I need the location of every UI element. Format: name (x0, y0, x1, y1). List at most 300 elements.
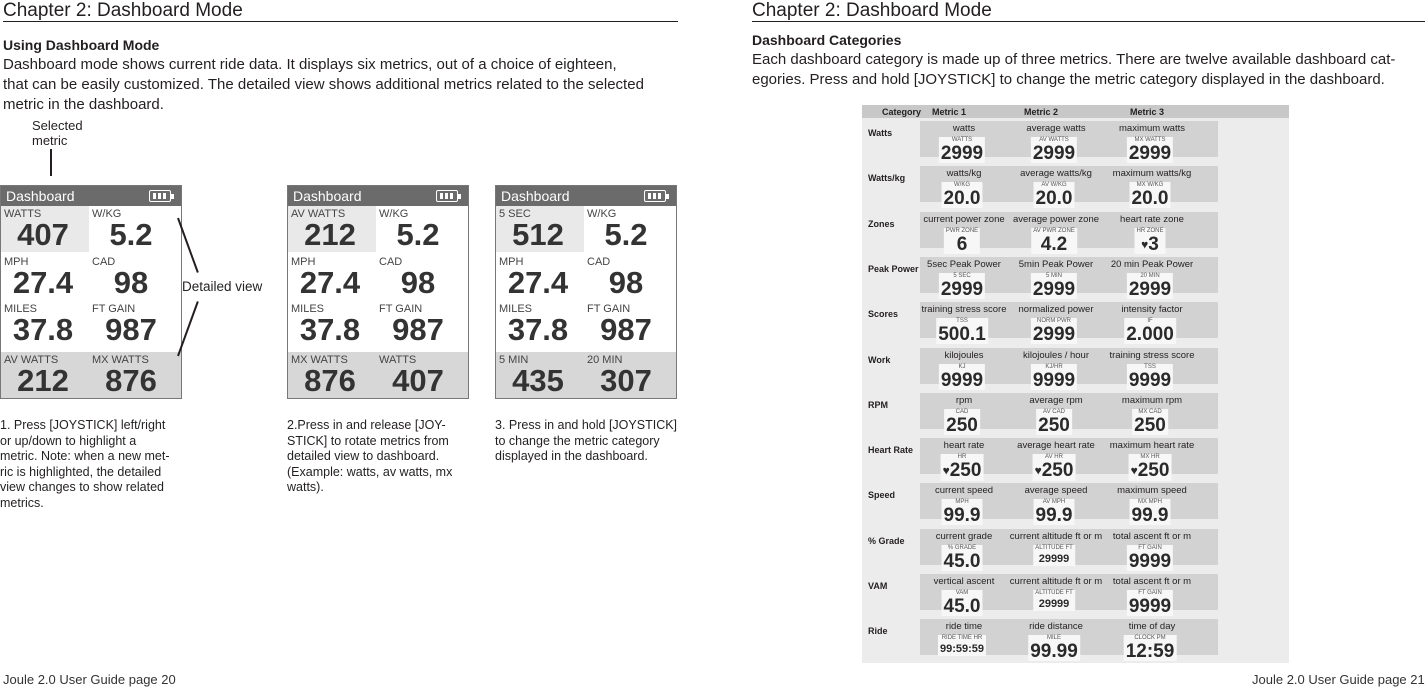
metric-sample-value-wrap (938, 325, 986, 344)
right-para-line: Each dashboard category is made up of three metrics. There are twelve available dashboard cat- (752, 51, 1396, 68)
metric-label: MPH (4, 256, 29, 268)
metric-cell[interactable] (584, 301, 672, 347)
metric-sample-value: 250 (1134, 414, 1166, 436)
step-note-2 (287, 418, 477, 496)
metric-tag: PWR ZONE (945, 227, 979, 234)
metric-value: 212 (304, 217, 356, 252)
header-metric-3: Metric 3 (1130, 107, 1165, 117)
metric-label: 5 SEC (499, 208, 531, 220)
table-header (862, 105, 1289, 118)
metric-name: current power zone (923, 213, 1005, 225)
metric-tag: AV PWR ZONE (1033, 227, 1075, 234)
category-label: Watts (868, 128, 893, 138)
metric-sample-display (939, 273, 985, 299)
metric-sample-value: 2999 (1128, 278, 1172, 300)
metric-sample-display (942, 499, 983, 525)
metric-sample-value-wrap (1035, 461, 1074, 480)
metric-sample-display (938, 635, 986, 656)
metric-tag: IF (1147, 318, 1153, 325)
metric-sample-display (1031, 228, 1077, 254)
metric-label: W/KG (92, 208, 122, 220)
metric-sample-display (1127, 364, 1173, 390)
metric-sample-display (1034, 182, 1075, 208)
step-note-line: STICK] to rotate metrics from (287, 433, 449, 448)
metric-label: FT GAIN (92, 303, 136, 315)
metric-sample-display (1033, 590, 1075, 611)
metric-value: 876 (304, 363, 356, 398)
metric-tag: KJ/HR (1045, 363, 1063, 370)
metric-sample-display (1127, 137, 1173, 163)
metric-sample-value: 99.99 (1030, 641, 1078, 663)
category-label: VAM (868, 581, 888, 591)
metric-sample-value-wrap (1036, 189, 1073, 208)
metric-label: 5 MIN (499, 354, 529, 366)
metric-sample-value: 3 (1148, 233, 1159, 255)
category-label: % Grade (868, 535, 905, 546)
metric-tag: FT GAIN (1138, 590, 1162, 596)
step-note-3 (495, 418, 685, 465)
metric-sample-value: 20.0 (943, 188, 981, 210)
metric-sample-display (942, 182, 983, 208)
metric-sample-value: 500.1 (938, 324, 986, 346)
metric-sample-display (1130, 499, 1171, 525)
heart-icon: ♥ (942, 463, 950, 478)
metric-sample-display (1028, 635, 1080, 661)
metric-sample-display (942, 590, 983, 616)
metric-sample-display (944, 228, 980, 254)
left-para-line: that can be easily customized. The detailed view shows additional metrics related to the selected (3, 76, 644, 93)
metric-sample-value-wrap (1030, 642, 1078, 661)
metric-sample-value: 2999 (1032, 324, 1076, 346)
step-note-line: 3. Press in and hold [JOYSTICK] (495, 418, 678, 432)
metric-sample-value: 2999 (1032, 143, 1076, 164)
category-table (862, 105, 1289, 663)
left-heading: Using Dashboard Mode (3, 37, 160, 53)
device-header (288, 186, 468, 206)
category-label: Ride (868, 626, 888, 637)
dashboard-device-2 (287, 185, 469, 399)
metric-sample-value: 29999 (1038, 598, 1070, 610)
step-note-line: ric is highlighted, the detailed (0, 464, 162, 479)
metric-value: 876 (105, 363, 157, 398)
metric-name: intensity factor (1121, 304, 1183, 316)
metric-sample-value-wrap (1129, 597, 1171, 616)
step-note-1 (0, 418, 190, 511)
metric-sample-value-wrap (941, 371, 983, 390)
metric-sample-value-wrap (1129, 552, 1171, 571)
metric-sample-value: 9999 (1032, 369, 1076, 391)
category-label: Zones (868, 218, 895, 229)
metric-sample-value: 99.9 (1131, 505, 1169, 527)
metric-name: current altitude ft or m (1009, 530, 1103, 542)
right-footer: Joule 2.0 User Guide page 21 (1252, 672, 1425, 687)
metric-label: MX WATTS (291, 354, 348, 366)
metric-sample-value-wrap (1134, 416, 1166, 435)
metric-name: 5min Peak Power (1018, 258, 1094, 270)
metric-sample-display (939, 137, 985, 163)
metric-sample-value-wrap (1035, 552, 1073, 566)
left-title-rule (3, 21, 678, 22)
metric-sample-value: 2.000 (1126, 324, 1174, 346)
metric-name: maximum rpm (1121, 394, 1183, 406)
metric-tag: FT GAIN (1138, 544, 1162, 551)
battery-icon (644, 190, 666, 202)
metric-tag: 20 MIN (1140, 272, 1160, 279)
detailed-view-label: Detailed view (182, 279, 263, 294)
device-title: Dashboard (6, 188, 75, 204)
metric-tag: HR (957, 454, 967, 461)
metric-cell[interactable] (496, 352, 584, 398)
metric-sample-value: 20.0 (1131, 188, 1169, 210)
metric-sample-display (1031, 137, 1077, 163)
metric-name: average watts/kg (1020, 168, 1092, 180)
selected-label-line: metric (32, 133, 68, 148)
device-title: Dashboard (293, 188, 362, 204)
right-heading: Dashboard Categories (752, 32, 902, 48)
metric-tag: AV HR (1045, 454, 1063, 461)
metric-value: 5.2 (396, 217, 440, 252)
metric-sample-value-wrap (1036, 506, 1073, 525)
metric-value: 37.8 (299, 312, 361, 347)
metric-tag: % GRADE (947, 544, 977, 551)
metric-name: 20 min Peak Power (1110, 258, 1194, 270)
metric-cell[interactable] (1, 301, 89, 347)
metric-sample-value: 250 (1137, 460, 1170, 482)
metric-cell[interactable] (376, 254, 464, 300)
metric-value: 987 (600, 312, 652, 347)
metric-sample-value: 9999 (1128, 550, 1172, 572)
metric-tag: VAM (955, 590, 969, 596)
step-note-line: metrics. (0, 495, 44, 510)
metric-label: W/KG (379, 208, 409, 220)
metric-sample-value: 99.9 (1035, 505, 1073, 527)
metric-value: 5.2 (109, 217, 153, 252)
metric-sample-value-wrap (1033, 235, 1075, 254)
metric-sample-value-wrap (1132, 506, 1169, 525)
metric-name: ride time (945, 621, 983, 633)
metric-sample-value: 9999 (1128, 596, 1172, 617)
step-note-line: 1. Press [JOYSTICK] left/right (0, 418, 166, 432)
metric-sample-value-wrap (1033, 144, 1075, 163)
heart-icon: ♥ (1130, 463, 1138, 478)
metric-sample-value-wrap (1033, 325, 1075, 344)
metric-sample-display (1031, 273, 1077, 299)
metric-sample-value: 2999 (940, 143, 984, 164)
metric-cell[interactable] (1, 206, 89, 252)
metric-sample-value: 20.0 (1035, 188, 1073, 210)
metric-name: maximum speed (1117, 485, 1187, 497)
metric-label: W/KG (587, 208, 617, 220)
category-label: Scores (868, 309, 899, 320)
metric-cell[interactable] (288, 254, 376, 300)
metric-sample-value-wrap (1129, 371, 1171, 390)
metric-label: CAD (92, 256, 116, 268)
metric-sample-display (1034, 499, 1075, 525)
metric-tag: 5 MIN (1045, 272, 1062, 279)
metric-label: WATTS (379, 354, 417, 366)
selected-metric-pointer (50, 149, 52, 176)
metric-name: average power zone (1012, 213, 1100, 225)
metric-tag: HR ZONE (1136, 227, 1164, 234)
left-chapter-title: Chapter 2: Dashboard Mode (3, 0, 243, 21)
metric-name: vertical ascent (933, 576, 995, 587)
metric-value: 512 (512, 217, 564, 252)
metric-label: MPH (499, 256, 524, 268)
step-note-line: 2.Press in and release [JOY- (287, 418, 446, 432)
metric-sample-value: 99:59:59 (939, 643, 985, 656)
category-label: Heart Rate (868, 445, 914, 456)
metric-cell[interactable] (376, 301, 464, 347)
category-label: RPM (868, 399, 888, 410)
metric-value: 5.2 (604, 217, 648, 252)
device-header (1, 186, 181, 206)
metric-value: 987 (392, 312, 444, 347)
metric-sample-value: 250 (1041, 460, 1074, 482)
metric-cell[interactable] (89, 254, 177, 300)
metric-tag: RIDE TIME HR (941, 635, 983, 642)
metric-name: heart rate zone (1120, 213, 1184, 225)
metric-sample-display (1127, 545, 1173, 571)
metric-label: MX WATTS (92, 354, 149, 366)
right-title-rule (752, 21, 1425, 22)
metric-sample-value-wrap (940, 642, 984, 656)
metric-sample-display (936, 318, 988, 344)
selected-label-line: Selected (32, 118, 83, 133)
step-note-line: watts). (287, 480, 324, 494)
metric-sample-display (1033, 454, 1076, 480)
metric-name: training stress score (921, 304, 1007, 316)
metric-name: average rpm (1029, 394, 1083, 406)
metric-value: 407 (392, 363, 444, 398)
category-label: Peak Power (868, 263, 919, 274)
metric-sample-value: 6 (956, 233, 968, 255)
dashboard-device-3 (495, 185, 677, 399)
category-label: Watts/kg (868, 173, 906, 184)
step-note-line: view changes to show related (0, 480, 164, 494)
left-footer: Joule 2.0 User Guide page 20 (3, 672, 176, 687)
metric-cell[interactable] (496, 301, 584, 347)
metric-sample-display (944, 409, 980, 435)
metric-tag: MX HR (1140, 454, 1160, 461)
metric-sample-value-wrap (941, 144, 983, 163)
metric-name: kilojoules / hour (1022, 349, 1090, 361)
step-note-line: displayed in the dashboard. (495, 449, 648, 463)
metric-sample-value: 2999 (1128, 143, 1172, 164)
metric-sample-value-wrap (1129, 280, 1171, 299)
metric-tag: MX W/KG (1136, 182, 1164, 189)
metric-name: heart rate (943, 440, 985, 452)
battery-icon (436, 190, 458, 202)
metric-sample-value: 9999 (1128, 369, 1172, 391)
metric-label: CAD (587, 256, 611, 268)
metric-value: 307 (600, 363, 652, 398)
metric-cell[interactable] (89, 206, 177, 252)
metric-sample-value-wrap (943, 461, 982, 480)
metric-label: AV WATTS (291, 208, 346, 220)
metric-sample-display (1124, 635, 1177, 661)
metric-label: CAD (379, 256, 403, 268)
metric-tag: MILE (1046, 635, 1062, 642)
metric-sample-display (1129, 454, 1172, 480)
metric-cell[interactable] (1, 352, 89, 398)
metric-cell[interactable] (584, 206, 672, 252)
metric-sample-value-wrap (944, 597, 981, 616)
metric-name: kilojoules (944, 349, 984, 361)
metric-value: 27.4 (299, 265, 361, 300)
metric-tag: W/KG (953, 182, 970, 189)
metric-tag: AV W/KG (1041, 182, 1067, 189)
header-category: Category (882, 107, 922, 117)
step-note-line: to change the metric category (495, 433, 660, 448)
metric-sample-value: 2999 (940, 278, 984, 300)
metric-cell[interactable] (89, 352, 177, 398)
metric-sample-display (1135, 228, 1166, 254)
metric-value: 98 (113, 265, 149, 300)
metric-cell[interactable] (89, 301, 177, 347)
metric-cell[interactable] (584, 254, 672, 300)
metric-tag: CLOCK PM (1134, 635, 1166, 642)
category-label: Work (868, 354, 891, 365)
metric-sample-value: 4.2 (1040, 233, 1068, 255)
metric-sample-value-wrap (1035, 597, 1073, 611)
metric-sample-value-wrap (1033, 371, 1075, 390)
metric-sample-display (1033, 545, 1075, 566)
metric-value: 37.8 (507, 312, 569, 347)
metric-sample-value-wrap (941, 280, 983, 299)
metric-value: 27.4 (12, 265, 74, 300)
metric-value: 212 (17, 363, 69, 398)
metric-value: 98 (400, 265, 436, 300)
metric-name: maximum heart rate (1109, 440, 1195, 452)
metric-sample-value: 250 (949, 460, 982, 482)
metric-sample-value-wrap (946, 416, 978, 435)
metric-tag: ALTITUDE FT (1035, 544, 1073, 551)
metric-name: watts (952, 123, 976, 134)
header-metric-1: Metric 1 (932, 107, 967, 117)
step-note-line: detailed view to dashboard. (287, 449, 440, 463)
metric-label: AV WATTS (4, 354, 59, 366)
metric-sample-value-wrap (1131, 461, 1170, 480)
metric-name: 5sec Peak Power (927, 258, 1001, 270)
metric-sample-value: 2999 (1032, 278, 1076, 300)
metric-name: current altitude ft or m (1009, 576, 1103, 587)
metric-sample-value: 99.9 (943, 505, 981, 527)
metric-value: 27.4 (507, 265, 569, 300)
metric-tag: 5 SEC (953, 272, 971, 279)
metric-tag: MX WATTS (1134, 137, 1166, 143)
left-para-line: metric in the dashboard. (3, 96, 164, 113)
metric-name: current grade (935, 530, 993, 542)
metric-tag: AV WATTS (1039, 137, 1069, 143)
metric-tag: WATTS (951, 137, 973, 143)
selected-metric-label (32, 118, 83, 148)
metric-sample-value-wrap (1132, 189, 1169, 208)
metric-tag: MX MPH (1137, 499, 1162, 506)
metric-name: maximum watts/kg (1112, 168, 1192, 180)
metric-name: time of day (1128, 621, 1176, 633)
metric-sample-display (942, 545, 983, 571)
metric-sample-display (1127, 273, 1173, 299)
metric-sample-value: 29999 (1038, 552, 1070, 565)
metric-cell[interactable] (584, 352, 672, 398)
metric-sample-value-wrap (1137, 235, 1164, 254)
metric-sample-value: 45.0 (943, 596, 981, 617)
metric-name: average heart rate (1017, 440, 1095, 452)
metric-sample-value-wrap (1126, 642, 1175, 661)
metric-name: maximum watts (1119, 123, 1185, 134)
metric-name: rpm (955, 394, 973, 406)
left-para-line: Dashboard mode shows current ride data. It displays six metrics, out of a choice of eighteen, (3, 56, 617, 73)
right-paragraph (752, 50, 1428, 90)
metric-value: 98 (608, 265, 644, 300)
metric-sample-display (941, 454, 984, 480)
step-note-line: (Example: watts, av watts, mx (287, 464, 453, 479)
metric-label: MILES (291, 303, 325, 315)
metric-sample-value: 45.0 (943, 550, 981, 572)
metric-name: normalized power (1018, 304, 1094, 316)
metric-label: MILES (4, 303, 38, 315)
metric-cell[interactable] (496, 254, 584, 300)
metric-tag: AV CAD (1043, 408, 1065, 415)
metric-label: 20 MIN (587, 354, 623, 366)
metric-sample-display (1127, 590, 1173, 616)
metric-sample-value-wrap (944, 189, 981, 208)
metric-cell[interactable] (288, 301, 376, 347)
metric-tag: MX CAD (1138, 408, 1162, 415)
metric-sample-value: 250 (1038, 414, 1070, 436)
metric-cell[interactable] (376, 206, 464, 252)
device-header (496, 186, 676, 206)
metric-sample-display (1124, 318, 1176, 344)
left-paragraph (3, 55, 683, 115)
metric-cell[interactable] (496, 206, 584, 252)
metric-sample-value-wrap (1126, 325, 1174, 344)
metric-name: total ascent ft or m (1112, 530, 1192, 542)
metric-name: watts/kg (946, 168, 982, 180)
metric-name: ride distance (1029, 621, 1083, 633)
metric-cell[interactable] (288, 352, 376, 398)
heart-icon: ♥ (1034, 463, 1042, 478)
metric-tag: AV MPH (1042, 499, 1066, 506)
metric-tag: ALTITUDE FT (1035, 590, 1073, 596)
metric-sample-value-wrap (944, 552, 981, 571)
metric-sample-display (1031, 318, 1077, 344)
metric-sample-value-wrap (1129, 144, 1171, 163)
metric-cell[interactable] (376, 352, 464, 398)
step-note-line: or up/down to highlight a (0, 433, 137, 448)
metric-tag: CAD (955, 408, 969, 415)
metric-cell[interactable] (288, 206, 376, 252)
heart-icon: ♥ (1141, 237, 1149, 252)
metric-value: 987 (105, 312, 157, 347)
step-note-line: metric. Note: when a new met- (0, 449, 170, 463)
right-para-line: egories. Press and hold [JOYSTICK] to change the metric category displayed in the dashboard. (752, 71, 1385, 88)
metric-cell[interactable] (1, 254, 89, 300)
device-title: Dashboard (501, 188, 570, 204)
metric-sample-value-wrap (946, 235, 978, 254)
metric-value: 37.8 (12, 312, 74, 347)
metric-tag: KJ (958, 363, 966, 370)
metric-tag: MPH (955, 499, 969, 506)
category-label: Speed (868, 490, 896, 501)
metric-name: training stress score (1109, 349, 1195, 361)
metric-name: total ascent ft or m (1112, 576, 1192, 587)
metric-label: FT GAIN (379, 303, 423, 315)
metric-sample-value: 250 (946, 414, 978, 436)
right-chapter-title: Chapter 2: Dashboard Mode (752, 0, 992, 21)
metric-label: MILES (499, 303, 533, 315)
metric-sample-display (939, 364, 985, 390)
